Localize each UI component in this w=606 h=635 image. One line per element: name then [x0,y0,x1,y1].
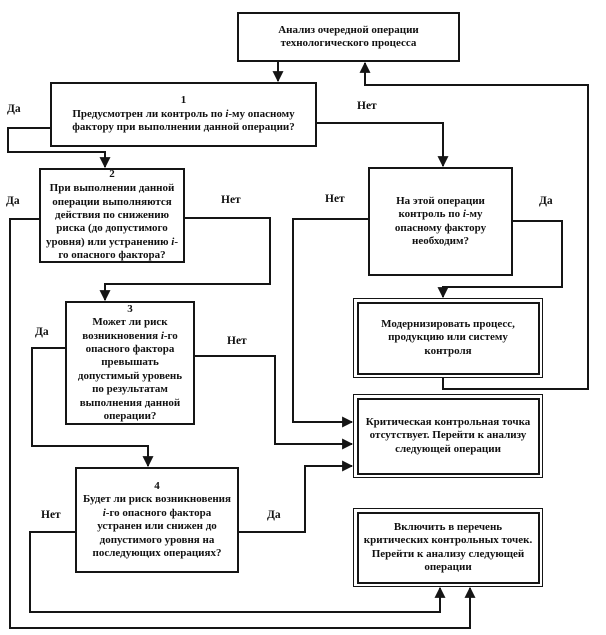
node-q1-number: 1 [180,94,187,107]
node-q2-text: При выполнении данной операции выполняются действия по снижению риска (до допустимого уровня) или устранению i-го опасного фактора? [45,182,179,262]
label-q3-no: Нет [227,335,247,347]
label-q1-yes: Да [7,103,21,115]
node-modernize-text: Модернизировать процесс, продукцию или систему контроля [381,317,515,357]
edge-q3-no-notccp [195,356,352,444]
label-control-no: Нет [325,193,345,205]
edge-q1-no-control [317,123,443,166]
node-add-ccp-text: Включить в перечень критических контрольных точек. Перейти к анализу следующей операции [363,520,533,573]
label-q4-yes: Да [267,509,281,521]
label-q4-no: Нет [41,509,61,521]
node-q1-text: Предусмотрен ли контроль по i-му опасному фактору при выполнении данной операции? [72,107,295,134]
label-control-yes: Да [539,195,553,207]
node-q2-number: 2 [109,168,115,181]
node-q3 [65,301,195,425]
node-control-needed-text: На этой операции контроль по i-му опасному фактору необходим? [394,194,487,247]
node-q4-number: 4 [154,479,160,492]
node-add-ccp-inner [357,512,540,584]
label-q1-no: Нет [357,100,377,112]
node-q3-text: Может ли риск возникновения i-го опасного фактора превышать допустимый уровень по результатам выполнения данной операции? [77,316,183,423]
node-modernize [353,298,543,378]
node-not-ccp [353,394,543,478]
node-q3-number: 3 [127,302,133,315]
node-q4-text: Будет ли риск возникновения i-го опасного фактора устранен или снижен до допустимого уровня на последующих операциях? [83,493,231,559]
node-q1 [50,82,317,147]
label-q2-yes: Да [6,195,20,207]
edge-q4-yes-notccp [239,466,352,532]
node-modernize-inner [357,302,540,375]
node-q2 [39,168,185,263]
node-start-text: Анализ очередной операции технологического процесса [278,23,419,49]
node-control-needed [368,167,513,276]
node-add-ccp [353,508,543,587]
node-not-ccp-text: Критическая контрольная точка отсутствует. Перейти к анализу следующей операции [365,415,531,455]
node-q4 [75,467,239,573]
label-q2-no: Нет [221,194,241,206]
node-start [237,12,460,62]
label-q3-yes: Да [35,326,49,338]
node-not-ccp-inner [357,398,540,475]
